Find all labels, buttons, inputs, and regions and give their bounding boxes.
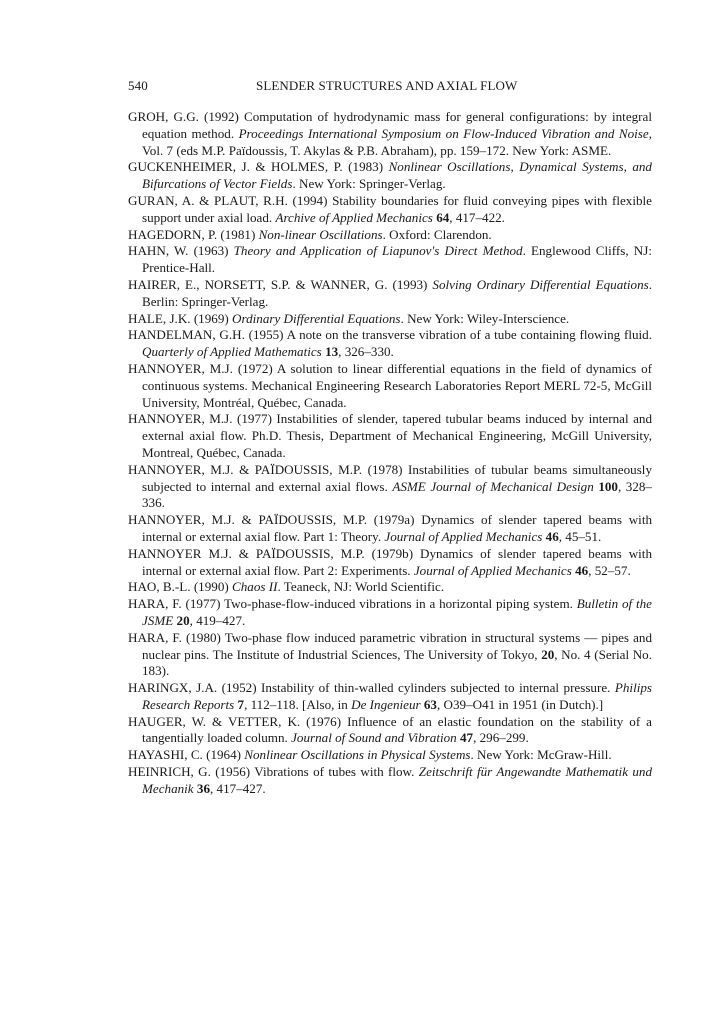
reference-text: , 417–422. bbox=[449, 209, 505, 225]
reference-text: HAUGER, W. & VETTER, K. (1976) Influence of an elastic foundation on the stability of a tangentially loaded column. bbox=[128, 713, 652, 746]
reference-list bbox=[128, 109, 652, 798]
reference-title-italic: Solving Ordinary Differential Equations bbox=[432, 276, 649, 292]
reference-title-italic: ASME Journal of Mechanical Design bbox=[392, 478, 594, 494]
reference-entry bbox=[128, 630, 652, 680]
reference-text: HANNOYER, M.J. (1972) A solution to linear differential equations in the field of dynamics of continuous systems. Mechanical Engineering Research Laboratories Report MERL 72-5, McGill University, Montréal, Québec, Canada. bbox=[128, 360, 652, 410]
reference-title-italic: Bulletin of the JSME bbox=[142, 596, 652, 628]
reference-text: HANDELMAN, G.H. (1955) A note on the transverse vibration of a tube containing flowing fluid. bbox=[128, 327, 652, 343]
reference-title-italic: Quarterly of Applied Mathematics bbox=[142, 344, 322, 360]
reference-text: . New York: Springer-Verlag. bbox=[292, 176, 446, 192]
reference-entry bbox=[128, 277, 652, 311]
reference-text: HAO, B.-L. (1990) bbox=[128, 579, 233, 595]
reference-volume-bold: 100 bbox=[598, 478, 618, 494]
reference-volume-bold: 7 bbox=[237, 696, 245, 712]
reference-entry bbox=[128, 109, 652, 159]
reference-title-italic: Zeitschrift für Angewandte Mathematik und Mechanik bbox=[142, 764, 652, 796]
running-header bbox=[128, 78, 652, 96]
reference-entry bbox=[128, 462, 652, 512]
reference-text: , 296–299. bbox=[473, 730, 529, 746]
reference-text: , 417–427. bbox=[210, 780, 266, 796]
reference-volume-bold: 20 bbox=[541, 646, 555, 662]
reference-title-italic: Proceedings International Symposium on Flow-Induced Vibration and Noise bbox=[238, 125, 649, 141]
reference-text: , O39–O41 in 1951 (in Dutch).] bbox=[436, 696, 604, 712]
reference-title-italic: Journal of Applied Mechanics bbox=[413, 562, 572, 578]
reference-title-italic: Archive of Applied Mechanics bbox=[275, 209, 433, 225]
running-title: SLENDER STRUCTURES AND AXIAL FLOW bbox=[256, 78, 518, 93]
reference-volume-bold: 36 bbox=[196, 780, 210, 796]
reference-entry bbox=[128, 243, 652, 277]
reference-text: , 45–51. bbox=[558, 528, 602, 544]
reference-entry bbox=[128, 680, 652, 714]
reference-text: HAGEDORN, P. (1981) bbox=[128, 226, 259, 242]
reference-text: HANNOYER, M.J. & PAÏDOUSSIS, M.P. (1979a) Dynamics of slender tapered beams with internal or external axial flow. Part 1: Theory. bbox=[128, 512, 652, 544]
reference-text: , Vol. 7 (eds M.P. Païdoussis, T. Akylas & P.B. Abraham), pp. 159–172. New York: ASME. bbox=[142, 125, 652, 158]
reference-entry bbox=[128, 596, 652, 630]
reference-title-italic: Non-linear Oscillations bbox=[258, 226, 383, 242]
reference-text: . Englewood Cliffs, NJ: Prentice-Hall. bbox=[142, 243, 652, 276]
reference-text: HARA, F. (1980) Two-phase flow induced parametric vibration in structural systems — pipes and nuclear pins. The Institute of Industrial Sciences, The University of Tokyo, bbox=[128, 629, 652, 662]
reference-text: HAYASHI, C. (1964) bbox=[128, 747, 245, 763]
reference-title-italic: Nonlinear Oscillations, Dynamical Systems, and Bifurcations of Vector Fields bbox=[142, 159, 652, 192]
reference-text: . Teaneck, NJ: World Scientific. bbox=[277, 579, 445, 595]
reference-title-italic: Theory and Application of Liapunov's Direct Method bbox=[233, 243, 523, 259]
reference-text: GUCKENHEIMER, J. & HOLMES, P. (1983) bbox=[128, 159, 389, 175]
reference-text: , No. 4 (Serial No. 183). bbox=[142, 646, 653, 679]
reference-text: HAIRER, E., NORSETT, S.P. & WANNER, G. (1993) bbox=[128, 276, 433, 292]
reference-text: HALE, J.K. (1969) bbox=[128, 310, 233, 326]
reference-volume-bold: 20 bbox=[176, 612, 190, 628]
reference-entry bbox=[128, 411, 652, 461]
reference-volume-bold: 13 bbox=[325, 344, 339, 360]
reference-text: . New York: McGraw-Hill. bbox=[470, 747, 612, 763]
reference-text: HEINRICH, G. (1956) Vibrations of tubes with flow. bbox=[128, 764, 419, 780]
reference-entry bbox=[128, 764, 652, 798]
reference-volume-bold: 46 bbox=[575, 562, 589, 578]
reference-text: , 326–330. bbox=[338, 344, 394, 360]
reference-text: HANNOYER, M.J. & PAÏDOUSSIS, M.P. (1978) Instabilities of tubular beams simultaneously subjected to internal and external axial flows. bbox=[128, 461, 652, 494]
reference-volume-bold: 63 bbox=[423, 696, 437, 712]
reference-text: HARA, F. (1977) Two-phase-flow-induced vibrations in a horizontal piping system. bbox=[128, 596, 577, 612]
reference-title-italic: Nonlinear Oscillations in Physical Systems bbox=[244, 747, 471, 763]
reference-text: , 419–427. bbox=[189, 612, 246, 628]
reference-entry bbox=[128, 579, 652, 596]
reference-text: GROH, G.G. (1992) Computation of hydrodynamic mass for general configurations: by integral equation method. bbox=[128, 109, 652, 141]
reference-text: HANNOYER M.J. & PAÏDOUSSIS, M.P. (1979b) Dynamics of slender tapered beams with internal or external axial flow. Part 2: Experiments. bbox=[128, 545, 652, 578]
reference-text: . New York: Wiley-Interscience. bbox=[400, 310, 570, 326]
reference-volume-bold: 64 bbox=[436, 209, 450, 225]
reference-entry bbox=[128, 227, 652, 244]
reference-entry bbox=[128, 193, 652, 227]
reference-text: , 112–118. [Also, in bbox=[244, 696, 352, 712]
reference-volume-bold: 47 bbox=[459, 730, 474, 746]
reference-entry bbox=[128, 546, 652, 580]
reference-text: , 328–336. bbox=[142, 478, 652, 511]
reference-entry bbox=[128, 747, 652, 764]
reference-title-italic: Journal of Sound and Vibration bbox=[291, 730, 457, 746]
reference-title-italic: Journal of Applied Mechanics bbox=[384, 528, 543, 544]
reference-title-italic: Philips Research Reports bbox=[142, 680, 652, 712]
reference-entry bbox=[128, 512, 652, 546]
reference-title-italic: De Ingenieur bbox=[351, 696, 421, 712]
reference-text: GURAN, A. & PLAUT, R.H. (1994) Stability boundaries for fluid conveying pipes with flexible support under axial load. bbox=[128, 192, 652, 225]
reference-text: . Oxford: Clarendon. bbox=[382, 226, 492, 242]
reference-text: . Berlin: Springer-Verlag. bbox=[142, 276, 652, 309]
reference-text: HARINGX, J.A. (1952) Instability of thin-walled cylinders subjected to internal pressure. bbox=[128, 680, 615, 696]
reference-text: , 52–57. bbox=[588, 562, 631, 578]
reference-text: HAHN, W. (1963) bbox=[128, 243, 234, 259]
reference-entry bbox=[128, 361, 652, 411]
reference-title-italic: Ordinary Differential Equations bbox=[232, 310, 401, 326]
reference-entry bbox=[128, 159, 652, 193]
reference-volume-bold: 46 bbox=[545, 528, 559, 544]
reference-title-italic: Chaos II bbox=[232, 579, 278, 595]
reference-entry bbox=[128, 311, 652, 328]
page-number: 540 bbox=[128, 78, 148, 93]
reference-text: HANNOYER, M.J. (1977) Instabilities of slender, tapered tubular beams induced by internal and external axial flow. Ph.D. Thesis, Department of Mechanical Engineering, McGill University, Montreal, Québec, Canada. bbox=[128, 411, 652, 460]
reference-entry bbox=[128, 714, 652, 748]
reference-entry bbox=[128, 327, 652, 361]
